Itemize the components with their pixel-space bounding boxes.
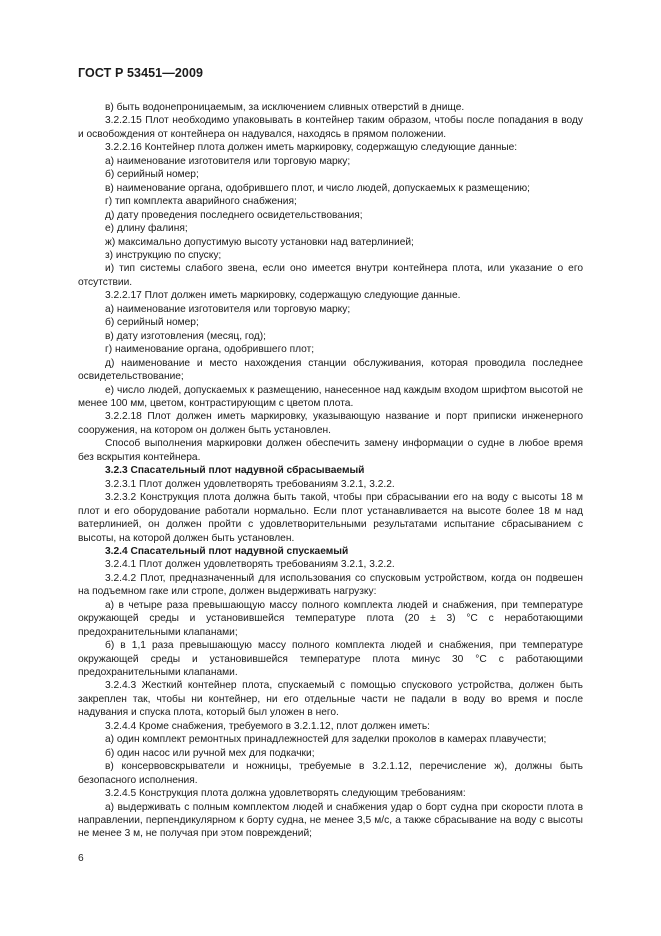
list-item: г) наименование органа, одобрившего плот; [105, 344, 315, 356]
list-item: а) один комплект ремонтных принадлежностей для заделки проколов в камерах плавучести; [105, 734, 547, 746]
section-heading-3-2-4: 3.2.4 Спасательный плот надувной спускаемый [105, 545, 349, 557]
clause-3-2-2-15: 3.2.2.15 Плот необходимо упаковывать в контейнер таким образом, чтобы после попадания в воду и освобождения от контейнера он надувался, находясь в прямом положении. [78, 115, 583, 140]
list-item: и) тип системы слабого звена, если оно имеется внутри контейнера плота, или указание о его отсутствии. [78, 263, 583, 288]
clause-3-2-3-2: 3.2.3.2 Конструкция плота должна быть такой, чтобы при сбрасывании его на воду с высоты 18 м плот и его оборудование работали нормально. Если плот устанавливается на высоте более 18 м над ватерлинией, он должен пройти с удовлетворительными результатами испытание сбрасыванием с высоты, на которой должен быть установлен. [78, 492, 583, 544]
page-number: 6 [78, 853, 84, 864]
list-item: ж) максимально допустимую высоту установки над ватерлинией; [105, 236, 414, 248]
list-item: б) серийный номер; [105, 317, 199, 329]
list-item: б) серийный номер; [105, 169, 199, 181]
clause-3-2-4-4: 3.2.4.4 Кроме снабжения, требуемого в 3.2.1.12, плот должен иметь: [105, 720, 430, 732]
list-item: д) дату проведения последнего освидетельствования; [105, 209, 363, 221]
list-item: б) в 1,1 раза превышающую массу полного комплекта людей и снабжения, при температуре окружающей среды и установившейся температуре плота минус 30 °С с работающими предохранительными клапанами. [78, 640, 583, 679]
list-item: з) инструкцию по спуску; [105, 249, 222, 261]
list-item: в) дату изготовления (месяц, год); [105, 330, 266, 342]
list-item: д) наименование и место нахождения станции обслуживания, которая проводила последнее освидетельствование; [78, 357, 583, 383]
list-item: в) наименование органа, одобрившего плот, и число людей, допускаемых к размещению; [105, 182, 531, 194]
list-item: а) выдерживать с полным комплектом людей и снабжения удар о борт судна при скорости плота в направлении, перпендикулярном к борту судна, не менее 3,5 м/с, а также сбрасывание на воду с высоты не менее 3 м, не получая при этом повреждений; [78, 801, 583, 840]
clause-3-2-4-1: 3.2.4.1 Плот должен удовлетворять требованиям 3.2.1, 3.2.2. [105, 559, 395, 571]
clause-3-2-2-18: 3.2.2.18 Плот должен иметь маркировку, указывающую название и порт приписки инженерного сооружения, на котором он должен быть установлен. [78, 411, 583, 436]
clause-3-2-4-3: 3.2.4.3 Жесткий контейнер плота, спускаемый с помощью спускового устройства, должен быть закреплен так, чтобы ни контейнер, ни его отдельные части не падали в воду во время и после надувания и спуска плота, который был уложен в него. [78, 680, 583, 719]
clause-3-2-2-16: 3.2.2.16 Контейнер плота должен иметь маркировку, содержащую следующие данные: [105, 142, 518, 154]
list-item: г) тип комплекта аварийного снабжения; [105, 196, 297, 208]
marking-method-paragraph: Способ выполнения маркировки должен обеспечить замену информации о судне в любое время без вскрытия контейнера. [78, 438, 583, 463]
clause-3-2-3-1: 3.2.3.1 Плот должен удовлетворять требованиям 3.2.1, 3.2.2. [105, 478, 395, 490]
document-body [78, 101, 583, 841]
list-item: е) число людей, допускаемых к размещению, нанесенное над каждым входом шрифтом высотой не менее 100 мм, цветом, контрастирующим с цветом плота. [78, 384, 583, 409]
section-heading-3-2-3: 3.2.3 Спасательный плот надувной сбрасываемый [105, 465, 365, 477]
item-v-waterproof: в) быть водонепроницаемым, за исключением сливных отверстий в днище. [105, 102, 465, 113]
list-item: в) консервовскрыватели и ножницы, требуемые в 3.2.1.12, перечисление ж), должны быть безопасного исполнения. [78, 761, 583, 786]
document-header: ГОСТ Р 53451—2009 [78, 66, 204, 80]
clause-3-2-2-17: 3.2.2.17 Плот должен иметь маркировку, содержащую следующие данные. [105, 290, 461, 302]
list-item: б) один насос или ручной мех для подкачки; [105, 747, 315, 759]
list-item: а) в четыре раза превышающую массу полного комплекта людей и снабжения, при температуре окружающей среды и установившейся температуре плота (20 ± 3) °С с неработающими предохранительными клапанами; [78, 599, 583, 638]
clause-3-2-4-5: 3.2.4.5 Конструкция плота должна удовлетворять следующим требованиям: [105, 788, 466, 800]
list-item: е) длину фалиня; [105, 223, 188, 235]
list-item: а) наименование изготовителя или торговую марку; [105, 155, 351, 167]
clause-3-2-4-2: 3.2.4.2 Плот, предназначенный для использования со спусковым устройством, когда он подвешен на подъемном гаке или стропе, должен выдерживать нагрузку: [78, 572, 583, 598]
list-item: а) наименование изготовителя или торговую марку; [105, 303, 351, 315]
